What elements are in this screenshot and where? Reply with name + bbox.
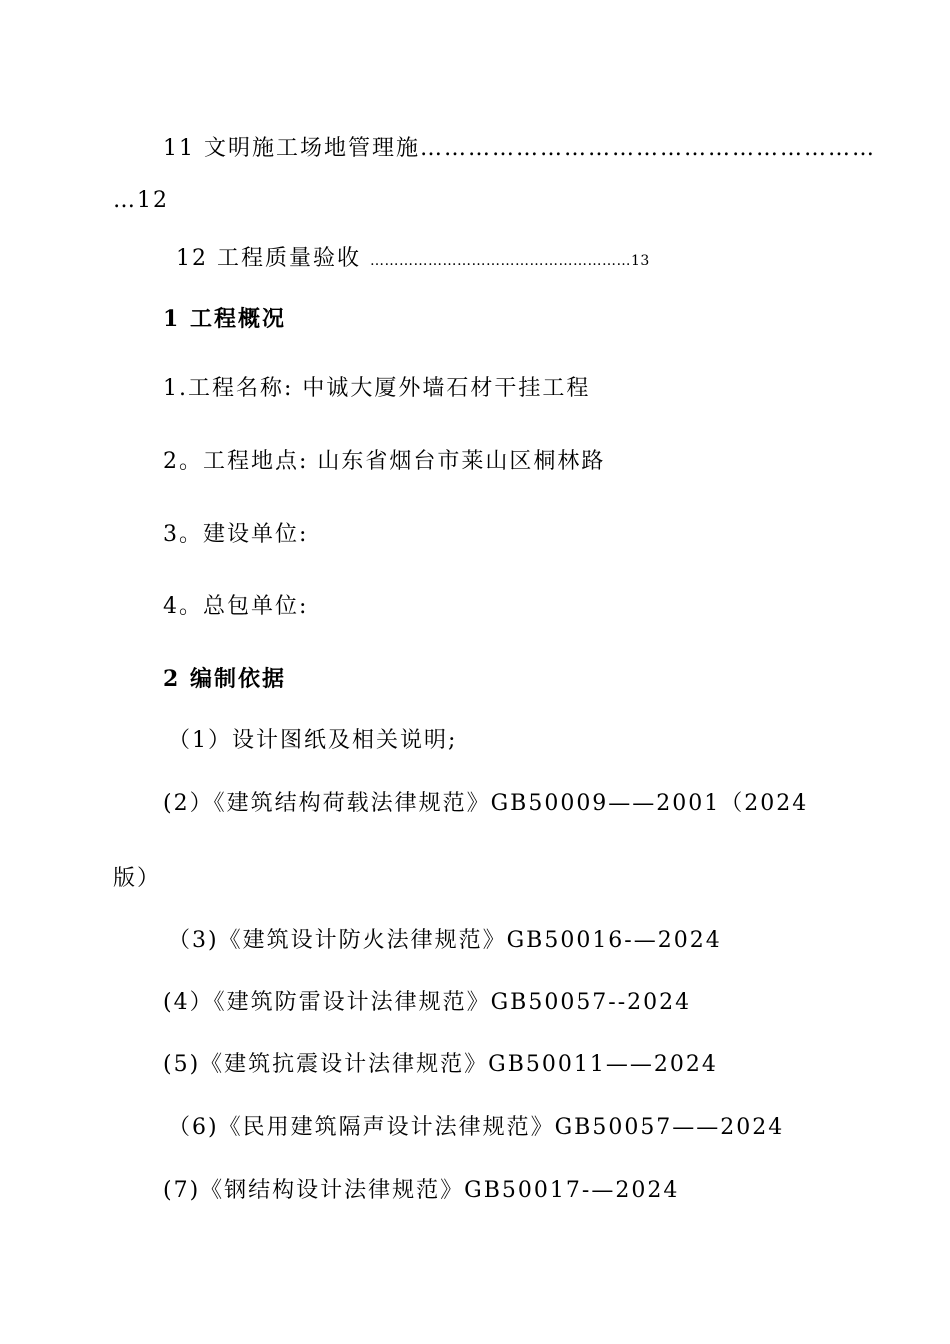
basis-item-3: （3)《建筑设计防火法律规范》GB50016-—2024 — [168, 928, 722, 953]
project-name-line: 1.工程名称: 中诚大厦外墙石材干挂工程 — [163, 376, 591, 401]
toc-entry-page: 12 — [137, 188, 169, 213]
basis-item-4: (4）《建筑防雷设计法律规范》GB50057--2024 — [163, 990, 692, 1015]
toc-entry-12[interactable] — [176, 244, 650, 276]
toc-entry-leader: ………………………………………………… — [420, 136, 876, 161]
toc-entry-11-continued — [113, 186, 169, 216]
toc-entry-label: 11 文明施工场地管理施 — [163, 136, 420, 161]
section-heading-basis: 2 编制依据 — [163, 666, 286, 692]
project-location-line: 2。工程地点: 山东省烟台市莱山区桐林路 — [163, 449, 606, 474]
basis-item-6: （6)《民用建筑隔声设计法律规范》GB50057——2024 — [168, 1115, 785, 1140]
toc-entry-label: 12 工程质量验收 — [176, 246, 361, 271]
basis-item-2: (2）《建筑结构荷载法律规范》GB50009——2001（2024 — [163, 791, 809, 816]
basis-item-1: （1）设计图纸及相关说明; — [168, 728, 458, 753]
basis-item-2-continued: 版） — [113, 866, 162, 891]
toc-entry-11[interactable] — [163, 134, 876, 164]
toc-entry-leader: ……………………………………………… — [370, 253, 631, 269]
owner-unit-line: 3。建设单位: — [163, 522, 309, 547]
toc-entry-leader: … — [113, 188, 137, 213]
basis-item-5: (5)《建筑抗震设计法律规范》GB50011——2024 — [163, 1052, 718, 1077]
toc-entry-page: 13 — [631, 253, 650, 269]
section-heading-overview: 1 工程概况 — [163, 306, 286, 332]
basis-item-7: (7)《钢结构设计法律规范》GB50017-—2024 — [163, 1178, 680, 1203]
general-contractor-line: 4。总包单位: — [163, 594, 309, 619]
